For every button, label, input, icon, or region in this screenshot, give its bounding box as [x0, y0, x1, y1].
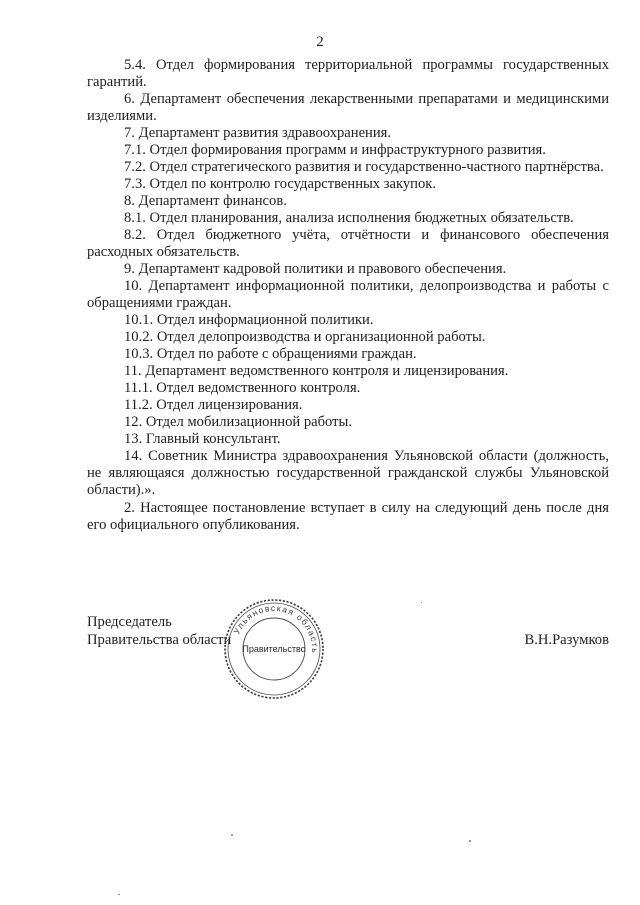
official-seal: [222, 597, 326, 701]
paragraph: 14. Советник Министра здравоохранения Ульяновской области (должность, не являющаяся должностью государственной гражданской службы Ульяновской области).».: [87, 448, 609, 498]
scan-speck: [118, 894, 120, 895]
paragraph: 10.3. Отдел по работе с обращениями граждан.: [124, 346, 417, 362]
seal-ring-text: Ульяновская область: [231, 602, 321, 655]
paragraph: 10. Департамент информационной политики, делопроизводства и работы с обращениями граждан.: [87, 278, 609, 311]
paragraph: 8. Департамент финансов.: [124, 193, 287, 209]
paragraph: 7.1. Отдел формирования программ и инфраструктурного развития.: [124, 142, 546, 158]
paragraph: 11. Департамент ведомственного контроля и лицензирования.: [124, 363, 509, 379]
document-body: [87, 57, 609, 534]
paragraph: 8.2. Отдел бюджетного учёта, отчётности и финансового обеспечения расходных обязательств.: [87, 227, 609, 260]
paragraph: 2. Настоящее постановление вступает в силу на следующий день после дня его официального опубликования.: [87, 500, 609, 533]
paragraph: 11.2. Отдел лицензирования.: [124, 397, 303, 413]
paragraph: 13. Главный консультант.: [124, 431, 281, 447]
signatory-title-line: Правительства области: [87, 632, 232, 648]
paragraph: 7.2. Отдел стратегического развития и государственно-частного партнёрства.: [124, 159, 604, 175]
scan-speck: [231, 834, 233, 836]
page-number: 2: [316, 34, 324, 50]
paragraph: 6. Департамент обеспечения лекарственными препаратами и медицинскими изделиями.: [87, 91, 609, 124]
paragraph: 10.1. Отдел информационной политики.: [124, 312, 374, 328]
paragraph: 12. Отдел мобилизационной работы.: [124, 414, 352, 430]
paragraph: 10.2. Отдел делопроизводства и организационной работы.: [124, 329, 486, 345]
paragraph: 8.1. Отдел планирования, анализа исполнения бюджетных обязательств.: [124, 210, 574, 226]
seal-graphic: [222, 597, 326, 701]
paragraph: 11.1. Отдел ведомственного контроля.: [124, 380, 361, 396]
seal-center-text: Правительство: [242, 644, 306, 654]
signatory-title-line: Председатель: [87, 614, 172, 630]
scan-speck: [469, 840, 471, 842]
scan-speck: [421, 602, 422, 603]
signatory-title: [87, 613, 231, 649]
paragraph: 5.4. Отдел формирования территориальной программы государственных гарантий.: [87, 57, 609, 90]
paragraph: 7. Департамент развития здравоохранения.: [124, 125, 392, 141]
paragraph: 9. Департамент кадровой политики и правового обеспечения.: [124, 261, 507, 277]
signatory-name: В.Н.Разумков: [524, 632, 609, 648]
paragraph: 7.3. Отдел по контролю государственных закупок.: [124, 176, 437, 192]
